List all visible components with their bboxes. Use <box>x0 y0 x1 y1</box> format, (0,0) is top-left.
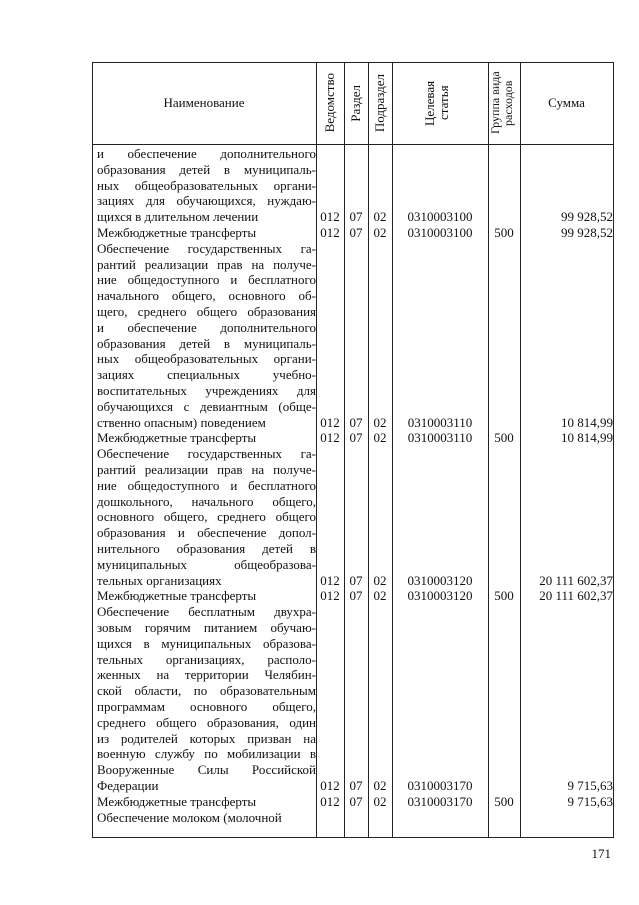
row-razdel: 07 <box>349 777 363 793</box>
row-summa: 20 111 602,37 <box>539 588 613 604</box>
row-name <box>97 604 316 794</box>
row-podrazdel: 02 <box>373 225 387 240</box>
row-razdel: 07 <box>349 414 363 430</box>
row-name <box>97 225 316 241</box>
row-name-line: программам основного общего, <box>97 698 316 714</box>
row-name-line: образования и обеспечение допол- <box>97 525 316 541</box>
row-name <box>97 430 316 446</box>
page-number: 171 <box>591 846 611 861</box>
header-vedomstvo-text: Ведомство <box>322 73 337 133</box>
row-name-line: тельных организациях, располо- <box>97 651 316 667</box>
header-summa <box>520 62 613 144</box>
row-summa: 20 111 602,37 <box>539 572 613 588</box>
row-name-line: дошкольного, начального общего, <box>97 493 316 509</box>
row-name-line: Межбюджетные трансферты <box>97 225 257 240</box>
row-razdel: 07 <box>349 430 363 446</box>
header-podrazdel-text: Подраздел <box>372 73 387 133</box>
header-name <box>92 62 316 144</box>
row-name-line: воспитательных учреждениях для <box>97 382 316 398</box>
table-row <box>92 241 614 431</box>
row-name-line: ных общеобразовательных органи- <box>97 351 316 367</box>
row-name-line: начального общего, основного об- <box>97 288 316 304</box>
header-gruppa-text: Группа вида расходов <box>488 71 515 135</box>
table-row <box>92 446 614 588</box>
row-name-line: нительного образования детей в <box>97 540 316 556</box>
header-vedomstvo <box>316 62 344 144</box>
row-name-line: ние общедоступного и бесплатного <box>97 477 316 493</box>
row-name-line: женных на территории Челябин- <box>97 667 316 683</box>
table-row <box>92 810 614 826</box>
row-summa: 9 715,63 <box>567 793 613 809</box>
row-name-line: муниципальных общеобразова- <box>97 556 316 572</box>
row-name <box>97 241 316 431</box>
row-vedomstvo: 012 <box>320 572 340 588</box>
row-razdel: 07 <box>349 793 363 809</box>
row-name-line: щихся в муниципальных образова- <box>97 635 316 651</box>
row-name-line: щего, среднего общего образования <box>97 303 316 319</box>
row-name-line: основного общего, среднего общего <box>97 509 316 525</box>
row-name-line: ственно опасным) поведением <box>97 414 266 430</box>
row-name-line: образования детей в муниципаль- <box>97 335 316 351</box>
row-name-line: Обеспечение государственных га- <box>97 446 316 462</box>
row-vedomstvo: 012 <box>320 430 340 446</box>
row-celevaya: 0310003120 <box>407 588 473 604</box>
row-summa: 99 928,52 <box>561 225 613 240</box>
row-podrazdel: 02 <box>373 777 387 793</box>
table-row <box>92 146 614 225</box>
row-podrazdel: 02 <box>373 793 387 809</box>
row-name <box>97 810 316 826</box>
header-bottom-border <box>92 144 614 145</box>
row-name-line: из родителей которых призван на <box>97 730 316 746</box>
row-name-line: образования детей в муниципаль- <box>97 161 316 177</box>
row-name-line: Обеспечение молоком (молочной <box>97 809 282 825</box>
budget-table <box>92 62 614 838</box>
row-razdel: 07 <box>349 572 363 588</box>
row-name-line: Межбюджетные трансферты <box>97 588 257 604</box>
row-vedomstvo: 012 <box>320 209 340 225</box>
row-vedomstvo: 012 <box>320 588 340 604</box>
row-name-line: тельных организациях <box>97 572 222 588</box>
table-row <box>92 225 614 241</box>
table-row <box>92 604 614 794</box>
row-name-line: Обеспечение бесплатным двухра- <box>97 604 316 620</box>
row-name <box>97 794 316 810</box>
row-name-line: рантий реализации прав на получе- <box>97 256 316 272</box>
row-podrazdel: 02 <box>373 430 387 446</box>
header-gruppa <box>488 62 520 144</box>
row-gruppa: 500 <box>494 225 514 240</box>
table-row <box>92 430 614 446</box>
row-gruppa: 500 <box>494 430 514 446</box>
row-name-line: рантий реализации прав на получе- <box>97 461 316 477</box>
row-celevaya: 0310003170 <box>407 793 473 809</box>
row-name-line: зовым горячим питанием обучаю- <box>97 619 316 635</box>
row-name-line: обучающихся с девиантным (обще- <box>97 398 316 414</box>
row-podrazdel: 02 <box>373 572 387 588</box>
row-summa: 10 814,99 <box>561 430 613 446</box>
header-razdel-text: Раздел <box>348 84 363 122</box>
row-celevaya: 0310003100 <box>407 225 473 240</box>
row-vedomstvo: 012 <box>320 793 340 809</box>
row-celevaya: 0310003120 <box>407 572 473 588</box>
row-name-line: зациях для обучающихся, нуждаю- <box>97 193 316 209</box>
row-name-line: Обеспечение государственных га- <box>97 240 316 256</box>
row-summa: 99 928,52 <box>561 209 613 225</box>
row-gruppa: 500 <box>494 793 514 809</box>
row-celevaya: 0310003170 <box>407 777 473 793</box>
header-podrazdel <box>368 62 392 144</box>
row-vedomstvo: 012 <box>320 777 340 793</box>
row-podrazdel: 02 <box>373 588 387 604</box>
row-name-line: зациях специальных учебно- <box>97 367 316 383</box>
row-vedomstvo: 012 <box>320 225 340 240</box>
header-celevaya-text: Целевая статья <box>422 80 451 126</box>
row-vedomstvo: 012 <box>320 414 340 430</box>
row-podrazdel: 02 <box>373 414 387 430</box>
row-name-line: среднего общего образования, один <box>97 714 316 730</box>
row-celevaya: 0310003110 <box>407 414 473 430</box>
row-name-line: и обеспечение дополнительного <box>97 146 316 161</box>
header-summa-text: Сумма <box>548 95 585 110</box>
row-name-line: Межбюджетные трансферты <box>97 793 257 809</box>
header-razdel <box>344 62 368 144</box>
row-podrazdel: 02 <box>373 209 387 225</box>
row-name-line: ской области, по образовательным <box>97 683 316 699</box>
row-name-line: щихся в длительном лечении <box>97 209 259 225</box>
row-razdel: 07 <box>349 209 363 225</box>
row-name-line: ние общедоступного и бесплатного <box>97 272 316 288</box>
row-name-line: ных общеобразовательных органи- <box>97 177 316 193</box>
row-razdel: 07 <box>349 225 363 240</box>
row-gruppa: 500 <box>494 588 514 604</box>
table-row <box>92 794 614 810</box>
row-celevaya: 0310003100 <box>407 209 473 225</box>
row-name-line: и обеспечение дополнительного <box>97 319 316 335</box>
row-name-line: военную службу по мобилизации в <box>97 746 316 762</box>
table-row <box>92 588 614 604</box>
row-summa: 10 814,99 <box>561 414 613 430</box>
row-summa: 9 715,63 <box>567 777 613 793</box>
row-name <box>97 446 316 588</box>
row-name-line: Межбюджетные трансферты <box>97 430 257 446</box>
row-name <box>97 588 316 604</box>
row-celevaya: 0310003110 <box>407 430 473 446</box>
header-celevaya <box>392 62 488 144</box>
row-razdel: 07 <box>349 588 363 604</box>
row-name-line: Федерации <box>97 777 159 793</box>
table-bottom-border <box>92 837 614 838</box>
row-name-line: Вооруженные Силы Российской <box>97 762 316 778</box>
row-name <box>97 146 316 225</box>
header-name-text: Наименование <box>163 95 245 110</box>
